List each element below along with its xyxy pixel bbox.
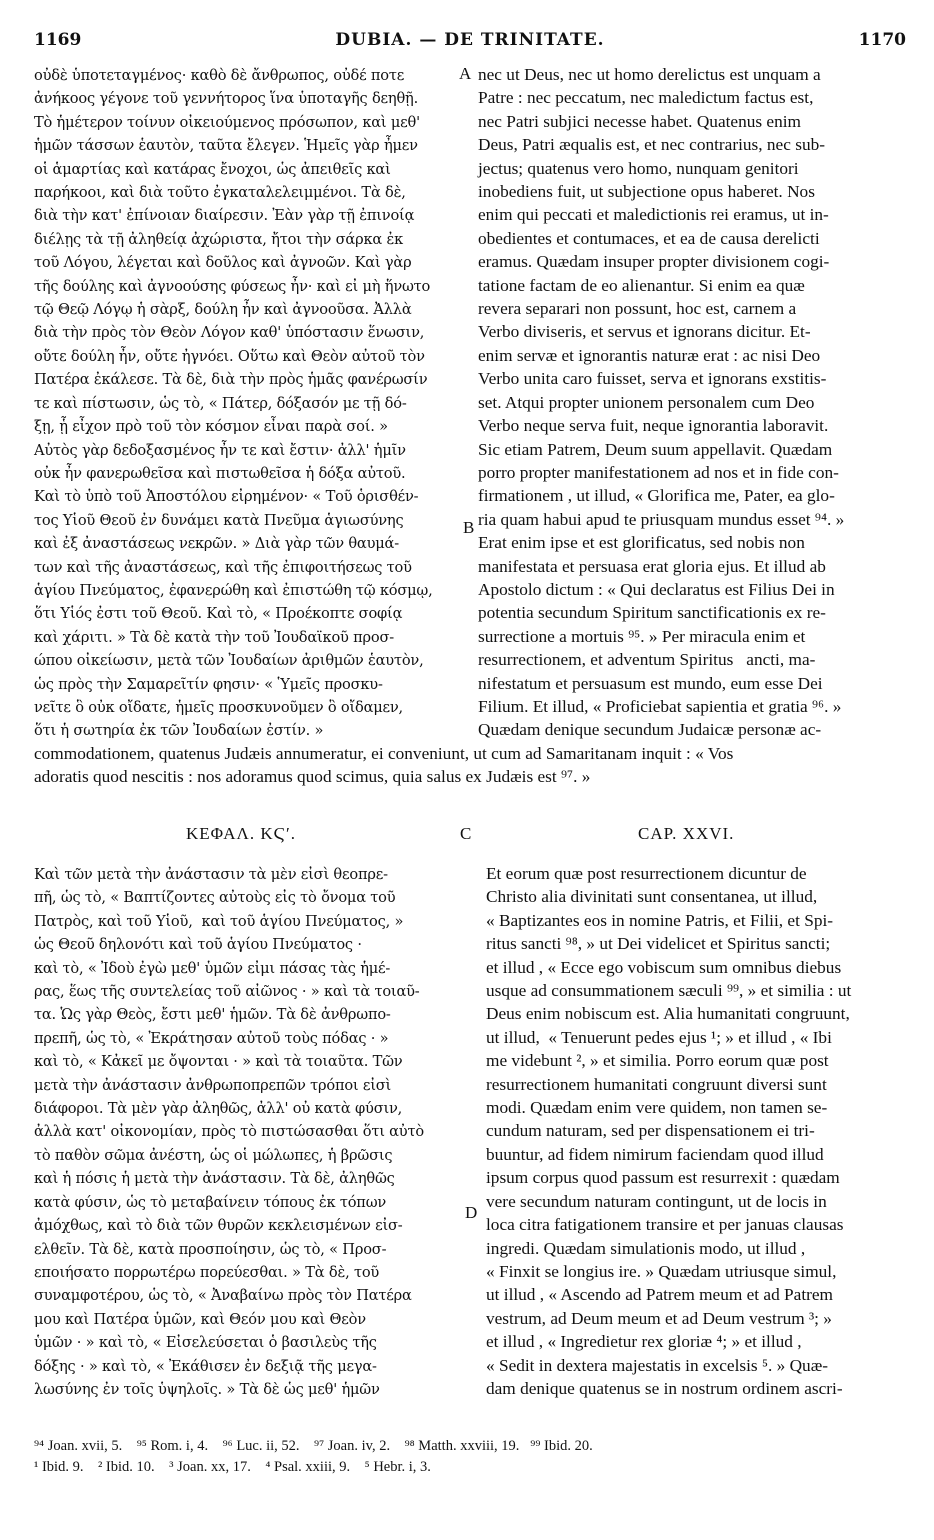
latin-text-line: loca citra fatigationem transire et per januas clausas (486, 1215, 844, 1235)
latin-text-line: manifestata et persuasa erat gloria ejus. Et illud ab (478, 556, 826, 576)
latin-text-line: Christo alia divinitati sunt consentanea, ut illud, (486, 887, 818, 907)
greek-text-line: ἁγίου Πνεύματος, ἐφανερώθη καὶ ἐπιστώθη τῷ κόσμῳ, (34, 581, 433, 599)
latin-text-line: Patre : nec peccatum, nec maledictum factus est, (478, 88, 814, 108)
margin-marker-d: D (465, 1203, 478, 1222)
footnote-line: ¹ Ibid. 9. ² Ibid. 10. ³ Joan. xx, 17. ⁴ Psal. xxiii, 9. ⁵ Hebr. i, 3. (34, 1459, 431, 1475)
greek-text-line: Καὶ τῶν μετὰ τὴν ἀνάστασιν τὰ μὲν εἰσὶ θεοπρε- (34, 866, 388, 883)
latin-full-width-continuation (34, 742, 733, 789)
latin-text-line: adoratis quod nescitis : nos adoramus quod scimus, quia salus ex Judæis est ⁹⁷. » (34, 767, 591, 787)
latin-text-line: me videbunt ², » et similia. Porro eorum quæ post (486, 1051, 829, 1071)
latin-text-line: ut illud, « Tenuerunt pedes ejus ¹; » et illud , « Ibi (486, 1027, 832, 1047)
latin-text-line: dam denique quatenus se in nostrum ordinem ascri- (486, 1378, 843, 1398)
latin-text-line: firmationem , ut illud, « Glorifica me, Pater, ea glo- (478, 486, 835, 506)
greek-text-line: μετὰ τὴν ἀνάστασιν ἀνθρωποπρεπῶν τρόποι εἰσὶ (34, 1076, 392, 1094)
latin-column-top (478, 63, 844, 742)
latin-text-line: jectus; quatenus vero homo, nunquam genitori (478, 158, 799, 178)
latin-text-line: nec Patri subjici necesse habet. Quatenus enim (478, 111, 801, 131)
greek-text-line: τῷ Θεῷ Λόγῳ ἡ σὰρξ, δούλη ἦν καὶ ἀγνοοῦσα. Ἀλλὰ (34, 301, 412, 319)
greek-text-line: ρας, ἕως τῆς συντελείας τοῦ αἰῶνος · » καὶ τὰ τοιαῦ- (34, 983, 420, 1001)
greek-text-line: ἀνήκοος γέγονε τοῦ γεννήτορος ἵνα ὑποταγῆς δεηθῇ. (34, 90, 419, 108)
latin-chapter-heading: CAP. XXVI. (638, 824, 735, 843)
latin-text-line: inobediens fuit, ut subjectione opus haberet. Nos (478, 182, 815, 202)
greek-text-line: διὰ τὴν πρὸς τὸν Θεὸν Λόγον καθ' ὑπόστασιν ἕνωσιν, (34, 324, 425, 342)
latin-text-line: Apostolo dictum : « Qui declaratus est Filius Dei in (478, 579, 835, 599)
latin-text-line: porro propter manifestationem ad nos et in fide con- (478, 462, 839, 482)
latin-text-line: eramus. Quædam insuper propter divisionem cogi- (478, 252, 830, 272)
latin-text-line: ipsum corpus quod passum est resurrexit : quædam (486, 1168, 840, 1188)
greek-text-line: Καὶ τὸ ὑπὸ τοῦ Ἀποστόλου εἰρημένον· « Τοῦ ὁρισθέν- (34, 488, 419, 506)
greek-text-line: δόξης · » καὶ τὸ, « Ἐκάθισεν ἐν δεξιᾷ τῆς μεγα- (34, 1357, 377, 1375)
latin-text-line: resurrectionem humanitati congruunt diversi sunt (486, 1074, 827, 1094)
greek-text-line: διὰ τὴν κατ' ἐπίνοιαν διαίρεσιν. Ἐὰν γὰρ τῇ ἐπινοίᾳ (34, 207, 415, 225)
latin-text-line: et illud , « Ingredietur rex gloriæ ⁴; » et illud , (486, 1332, 802, 1352)
latin-text-line: Verbo neque serva fuit, neque ignorantia laboravit. (478, 416, 829, 436)
greek-text-line: καὶ χάριτι. » Τὰ δὲ κατὰ τὴν τοῦ Ἰουδαϊκοῦ προσ- (34, 628, 394, 646)
greek-text-line: ὅτι ἡ σωτηρία ἐκ τῶν Ἰουδαίων ἐστίν. » (34, 722, 324, 740)
latin-text-line: Deus enim nobiscum est. Alia humanitati congruunt, (486, 1004, 850, 1024)
greek-text-line: τος Υἱοῦ Θεοῦ ἐν δυνάμει κατὰ Πνεῦμα ἁγιωσύνης (34, 511, 404, 529)
greek-text-line: καὶ ἐξ ἀναστάσεως νεκρῶν. » Διὰ γὰρ τῶν θαυμά- (34, 535, 399, 553)
greek-text-line: κατὰ φύσιν, ὡς τὸ μεταβαίνειν τόπους ἐκ τόπων (34, 1193, 387, 1211)
greek-text-line: ὡς πρὸς τὴν Σαμαρεῖτίν φησιν· « Ὑμεῖς προσκυ- (34, 675, 383, 693)
latin-text-line: surrectione a mortuis ⁹⁵. » Per miracula enim et (478, 626, 806, 646)
greek-text-line: νεῖτε ὃ οὐκ οἴδατε, ἡμεῖς προσκυνοῦμεν ὃ οἴδαμεν, (34, 698, 403, 716)
latin-text-line: ingredi. Quædam simulationis modo, ut illud , (486, 1238, 806, 1258)
greek-text-line: εποιήσατο πορρωτέρω πορεύεσθαι. » Τὰ δὲ, τοῦ (34, 1263, 380, 1281)
footnotes (34, 1436, 593, 1478)
greek-text-line: ὡς Θεοῦ δηλονότι καὶ τοῦ ἁγίου Πνεύματος · (34, 936, 362, 954)
running-title: DUBIA. — DE TRINITATE. (335, 30, 605, 50)
latin-text-line: ut illud , « Ascendo ad Patrem meum et ad Patrem (486, 1285, 833, 1305)
latin-text-line: nifestatum et persuasum est mundo, eum esse Dei (478, 673, 823, 693)
greek-column-top (34, 64, 433, 743)
greek-text-line: παρήκοοι, καὶ διὰ τοῦτο ἐγκαταλελειμμένοι. Τὰ δὲ, (34, 184, 406, 202)
latin-text-line: Sic etiam Patrem, Deum suum appellavit. Quædam (478, 439, 833, 459)
latin-text-line: et illud , « Ecce ego vobiscum sum omnibus diebus (486, 957, 842, 977)
latin-text-line: ritus sancti ⁹⁸, » ut Dei videlicet et Spiritus sancti; (486, 934, 831, 954)
latin-text-line: modi. Quædam enim vere quidem, non tamen se- (486, 1098, 828, 1118)
footnote-line: ⁹⁴ Joan. xvii, 5. ⁹⁵ Rom. i, 4. ⁹⁶ Luc. ii, 52. ⁹⁷ Joan. iv, 2. ⁹⁸ Matth. xxviii, 19. ⁹⁹ Ibid. 20. (34, 1438, 593, 1454)
latin-text-line: tatione factam de eo alienantur. Si enim ea quæ (478, 275, 805, 295)
latin-text-line: « Finxit se longius ire. » Quædam utriusque simul, (486, 1261, 837, 1281)
latin-text-line: Deus, Patri æqualis est, et nec contrarius, nec sub- (478, 135, 825, 155)
latin-column-bottom (486, 862, 851, 1400)
latin-text-line: nec ut Deus, nec ut homo derelictus est unquam a (478, 65, 821, 84)
latin-text-line: commodationem, quatenus Judæis annumeratur, ei conveniunt, ut cum ad Samaritanam inquit : « Vos (34, 744, 734, 763)
greek-text-line: ἀλλὰ κατ' οἰκονομίαν, πρὸς τὸ πιστώσασθαι ὅτι αὐτὸ (34, 1123, 424, 1141)
greek-text-line: συναμφοτέρου, ὡς τὸ, « Ἀναβαίνω πρὸς τὸν Πατέρα (34, 1287, 412, 1305)
latin-text-line: enim qui peccati et maledictionis rei eramus, ut in- (478, 205, 829, 225)
greek-text-line: τοῦ Λόγου, λέγεται καὶ δοῦλος καὶ ἀγνοῶν. Καὶ γὰρ (34, 254, 412, 272)
greek-text-line: ξῃ, ᾗ εἶχον πρὸ τοῦ τὸν κόσμον εἶναι παρὰ σοί. » (34, 418, 388, 436)
latin-text-line: « Sedit in dextera majestatis in excelsis ⁵. » Quæ- (486, 1355, 828, 1375)
greek-text-line: οἱ ἁμαρτίας καὶ κατάρας ἔνοχοι, ὡς ἀπειθεῖς καὶ (34, 160, 391, 178)
greek-text-line: ώπου οἰκείωσιν, μετὰ τῶν Ἰουδαίων ἀριθμῶν ἑαυτὸν, (34, 652, 424, 670)
latin-text-line: Filium. Et illud, « Proficiebat sapientia et gratia ⁹⁶. » (478, 696, 842, 716)
greek-text-line: ὑμῶν · » καὶ τὸ, « Εἰσελεύσεται ὁ βασιλεὺς τῆς (34, 1334, 377, 1352)
latin-text-line: potentia secundum Spiritum sanctificationis ex re- (478, 603, 826, 623)
latin-text-line: enim servæ et ignorantis naturæ erat : ac nisi Deo (478, 345, 821, 365)
greek-text-line: πρεπῆ, ὡς τὸ, « Ἐκράτησαν αὐτοῦ τοὺς πόδας · » (34, 1029, 389, 1047)
greek-text-line: ἡμῶν τάσσων ἑαυτὸν, ταῦτα ἔλεγεν. Ἡμεῖς γὰρ ἦμεν (34, 137, 418, 155)
left-page-number: 1169 (34, 30, 82, 50)
greek-text-line: οὐκ ἦν φανερωθεῖσα καὶ πιστωθεῖσα ἡ δόξα αὐτοῦ. (34, 464, 406, 482)
latin-text-line: Quædam denique secundum Judaicæ personæ ac- (478, 720, 822, 740)
greek-text-line: ἀμόχθως, καὶ τὸ διὰ τῶν θυρῶν κεκλεισμένων εἰσ- (34, 1217, 403, 1235)
greek-text-line: των καὶ τῆς ἀναστάσεως, καὶ τῆς ἐπιφοιτήσεως τοῦ (34, 558, 412, 576)
latin-text-line: vestrum, ad Deum meum et ad Deum vestrum ³; » (486, 1308, 832, 1328)
latin-text-line: Erat enim ipse et est glorificatus, sed nobis non (478, 533, 805, 553)
greek-text-line: λωσύνης ἐν τοῖς ὑψηλοῖς. » Τὰ δὲ ὡς μεθ' ἡμῶν (34, 1380, 380, 1398)
greek-text-line: τὸ παθὸν σῶμα ἀνέστη, ὡς οἱ μώλωπες, ἡ βρῶσις (34, 1146, 393, 1164)
latin-text-line: resurrectionem, et adventum Spiritus ancti, ma- (478, 650, 816, 670)
greek-text-line: Αὐτὸς γὰρ δεδοξασμένος ἦν τε καὶ ἔστιν· ἀλλ' ἡμῖν (34, 441, 406, 459)
greek-text-line: οὔτε δούλη ἦν, οὔτε ἠγνόει. Οὕτω καὶ Θεὸν αὐτοῦ τὸν (34, 347, 425, 365)
latin-text-line: Verbo diviseris, et servus et ignorans dicitur. Et- (478, 322, 811, 342)
greek-text-line: Πατρὸς, καὶ τοῦ Υἱοῦ, καὶ τοῦ ἁγίου Πνεύματος, » (34, 912, 404, 930)
latin-text-line: ria quam habui apud te priusquam mundus esset ⁹⁴. » (478, 509, 845, 529)
greek-column-bottom (34, 863, 424, 1401)
greek-text-line: καὶ ἡ πόσις ἡ μετὰ τὴν ἀνάστασιν. Τὰ δὲ, ἀληθῶς (34, 1170, 395, 1188)
latin-text-line: obedientes et contumaces, et ea de causa derelicti (478, 228, 820, 248)
margin-marker-c: C (460, 824, 472, 843)
greek-text-line: Πατέρα ἐκάλεσε. Τὰ δὲ, διὰ τὴν πρὸς ἡμᾶς φανέρωσίν (34, 371, 428, 389)
greek-text-line: Τὸ ἡμέτερον τοίνυν οἰκειούμενος πρόσωπον, καὶ μεθ' (34, 113, 420, 131)
latin-text-line: cundum naturam, sed per dispensationem ei tri- (486, 1121, 815, 1141)
greek-text-line: καὶ τὸ, « Ἰδοὺ ἐγὼ μεθ' ὑμῶν εἰμι πάσας τὰς ἡμέ- (34, 959, 391, 977)
margin-marker-b: B (463, 518, 475, 537)
greek-text-line: τε καὶ πίστωσιν, ὡς τὸ, « Πάτερ, δόξασόν με τῇ δό- (34, 394, 407, 412)
running-header (34, 30, 906, 54)
latin-text-line: revera separari non possunt, hoc est, carnem a (478, 299, 797, 319)
greek-text-line: διέλῃς τὰ τῇ ἀληθείᾳ ἀχώριστα, ἤτοι τὴν σάρκα ἐκ (34, 230, 404, 248)
latin-text-line: set. Atqui propter unionem personalem cum Deo (478, 392, 815, 412)
latin-text-line: usque ad consummationem sæculi ⁹⁹, » et similia : ut (486, 981, 852, 1001)
greek-text-line: ελθεῖν. Τὰ δὲ, κατὰ προσποίησιν, ὡς τὸ, « Προσ- (34, 1240, 387, 1258)
latin-text-line: buuntur, ad fidem nimirum faciendam quod illud (486, 1144, 824, 1164)
greek-text-line: διάφοροι. Τὰ μὲν γὰρ ἀληθῶς, ἀλλ' οὐ κατὰ φύσιν, (34, 1100, 403, 1118)
latin-text-line: « Baptizantes eos in nomine Patris, et Filii, et Spi- (486, 910, 834, 930)
greek-text-line: τα. Ὡς γὰρ Θεὸς, ἔστι μεθ' ἡμῶν. Τὰ δὲ ἀνθρωπο- (34, 1006, 391, 1024)
greek-text-line: καὶ τὸ, « Κἀκεῖ με ὄψονται · » καὶ τὰ τοιαῦτα. Τῶν (34, 1053, 403, 1071)
greek-text-line: ὅτι Υἱός ἐστι τοῦ Θεοῦ. Καὶ τὸ, « Προέκοπτε σοφίᾳ (34, 605, 403, 623)
greek-text-line: οὐδὲ ὑποτεταγμένος· καθὸ δὲ ἄνθρωπος, οὐδέ ποτε (34, 67, 405, 84)
greek-text-line: τῆς δούλης καὶ ἀγνοούσης φύσεως ἦν· καὶ εἰ μὴ ἥνωτο (34, 277, 431, 295)
greek-text-line: πῆ, ὡς τὸ, « Βαπτίζοντες αὐτοὺς εἰς τὸ ὄνομα τοῦ (34, 889, 396, 907)
latin-text-line: Et eorum quæ post resurrectionem dicuntur de (486, 864, 807, 883)
right-page-number: 1170 (858, 30, 906, 50)
greek-chapter-heading: ΚΕΦΑΛ. ΚϚʹ. (186, 824, 296, 843)
greek-text-line: μου καὶ Πατέρα ὑμῶν, καὶ Θεόν μου καὶ Θεὸν (34, 1310, 366, 1328)
latin-text-line: vere secundum naturam contingunt, ut de locis in (486, 1191, 827, 1211)
latin-text-line: Verbo unita caro fuisset, serva et ignorans exstitis- (478, 369, 827, 389)
margin-marker-a: A (459, 64, 472, 83)
